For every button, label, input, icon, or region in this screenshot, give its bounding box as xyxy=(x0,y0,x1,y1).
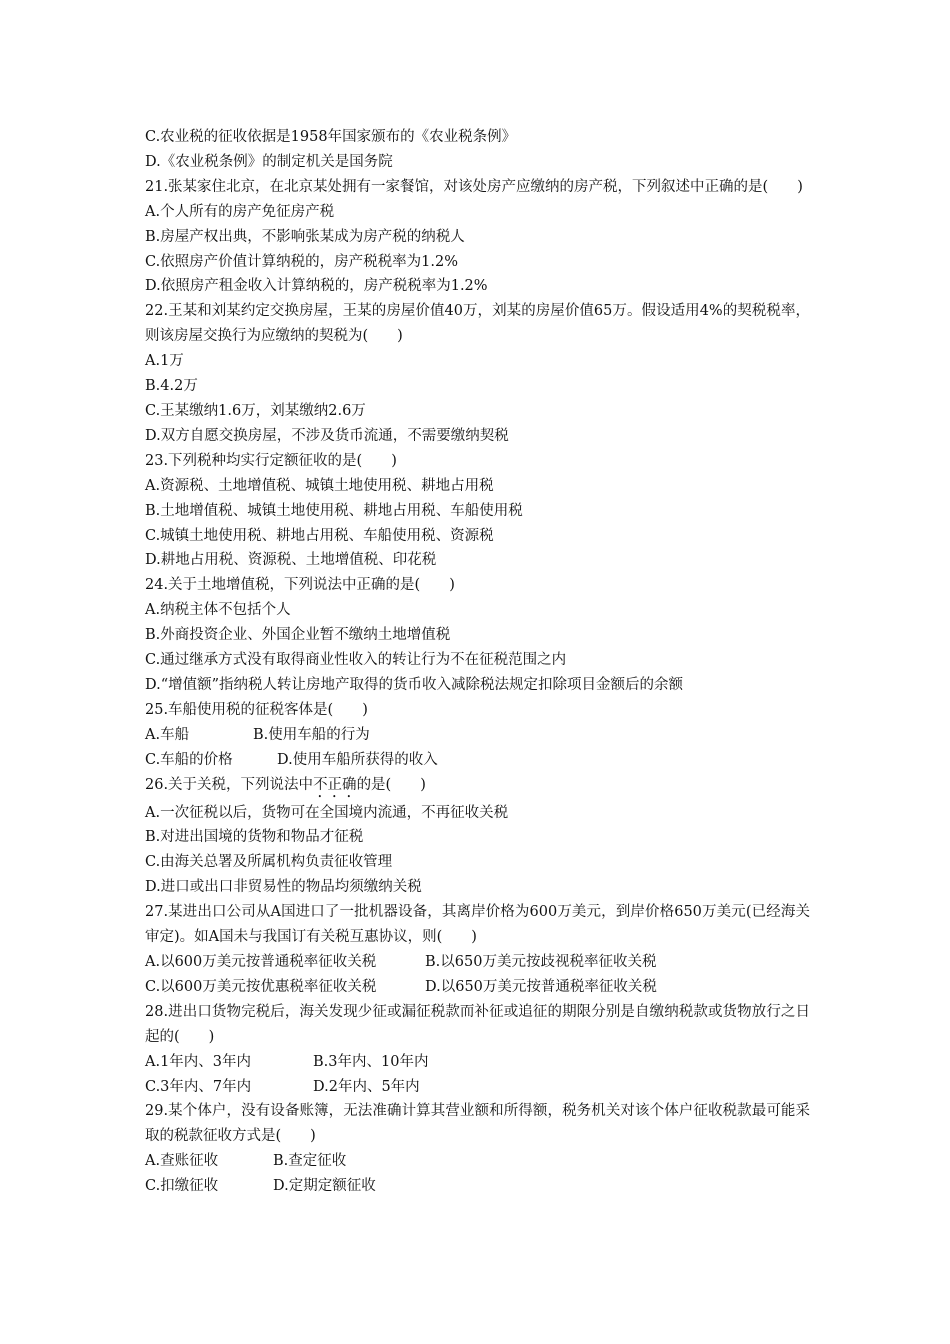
answer-option: D.《农业税条例》的制定机关是国务院 xyxy=(145,153,393,170)
answer-option-row xyxy=(145,1050,810,1075)
answer-option: C.以600万美元按优惠税率征收关税 xyxy=(145,978,377,995)
answer-option: C.城镇土地使用税、耕地占用税、车船使用税、资源税 xyxy=(145,527,494,544)
question-text xyxy=(145,773,810,801)
document-page xyxy=(145,125,810,1199)
answer-option: A.纳税主体不包括个人 xyxy=(145,602,291,619)
answer-option: D.以650万美元按普通税率征收关税 xyxy=(425,978,657,995)
answer-option: C.扣缴征收 xyxy=(145,1178,219,1195)
answer-option: D.耕地占用税、资源税、土地增值税、印花税 xyxy=(145,552,437,569)
answer-option: C.由海关总署及所属机构负责征收管理 xyxy=(145,854,393,871)
answer-option: B.使用车船的行为 xyxy=(253,726,370,743)
answer-option: D.“增值额”指纳税人转让房地产取得的货币收入减除税法规定扣除项目金额后的余额 xyxy=(145,676,684,693)
answer-option-row xyxy=(145,1149,810,1174)
answer-option-row xyxy=(145,1075,810,1100)
question-text: 21.张某家住北京，在北京某处拥有一家餐馆，对该处房产应缴纳的房产税，下列叙述中正确的是( ) xyxy=(145,178,803,195)
answer-option: A.1年内、3年内 xyxy=(145,1053,252,1070)
question-text-part: 的是( ) xyxy=(356,776,426,793)
answer-option: D.定期定额征收 xyxy=(273,1178,376,1195)
answer-option: A.1万 xyxy=(145,353,184,370)
answer-option: B.房屋产权出典，不影响张某成为房产税的纳税人 xyxy=(145,228,465,245)
answer-option: D.2年内、5年内 xyxy=(313,1078,420,1095)
question-text: 29.某个体户，没有设备账簿，无法准确计算其营业额和所得额，税务机关对该个体户征收税款最可能采取的税款征收方式是( ) xyxy=(145,1103,810,1145)
answer-option: A.个人所有的房产免征房产税 xyxy=(145,203,335,220)
answer-option: B.4.2万 xyxy=(145,378,198,395)
answer-option: B.查定征收 xyxy=(273,1153,347,1170)
answer-option-row xyxy=(145,1174,810,1199)
answer-option-row xyxy=(145,723,810,748)
answer-option: A.车船 xyxy=(145,726,190,743)
question-text: 25.车船使用税的征税客体是( ) xyxy=(145,701,368,718)
question-text-part: 26.关于关税，下列说法中 xyxy=(145,776,314,793)
answer-option: C.依照房产价值计算纳税的，房产税税率为1.2% xyxy=(145,253,459,270)
answer-option: B.土地增值税、城镇土地使用税、耕地占用税、车船使用税 xyxy=(145,502,523,519)
answer-option-row xyxy=(145,950,810,975)
answer-option: A.一次征税以后，货物可在全国境内流通，不再征收关税 xyxy=(145,804,509,821)
answer-option: D.双方自愿交换房屋，不涉及货币流通，不需要缴纳契税 xyxy=(145,427,509,444)
question-text: 24.关于土地增值税，下列说法中正确的是( ) xyxy=(145,577,455,594)
answer-option: D.依照房产租金收入计算纳税的，房产税税率为1.2% xyxy=(145,278,488,295)
answer-option-row xyxy=(145,748,810,773)
answer-option: B.以650万美元按歧视税率征收关税 xyxy=(425,954,657,970)
answer-option: B.对进出国境的货物和物品才征税 xyxy=(145,829,364,846)
answer-option: C.车船的价格 xyxy=(145,751,233,768)
answer-option: A.资源税、土地增值税、城镇土地使用税、耕地占用税 xyxy=(145,477,494,494)
answer-option: B.3年内、10年内 xyxy=(313,1053,429,1070)
answer-option: D.进口或出口非贸易性的物品均须缴纳关税 xyxy=(145,879,422,896)
answer-option: A.查账征收 xyxy=(145,1153,219,1170)
question-text: 28.进出口货物完税后，海关发现少征或漏征税款而补征或追征的期限分别是自缴纳税款或货物放行之日起的( ) xyxy=(145,1003,810,1045)
answer-option: C.王某缴纳1.6万，刘某缴纳2.6万 xyxy=(145,402,366,419)
answer-option: A.以600万美元按普通税率征收关税 xyxy=(145,954,377,970)
emphasis-text: 不正确 xyxy=(313,776,357,793)
answer-option: B.外商投资企业、外国企业暂不缴纳土地增值税 xyxy=(145,627,451,644)
question-text: 22.王某和刘某约定交换房屋，王某的房屋价值40万，刘某的房屋价值65万。假设适用4%的契税税率，则该房屋交换行为应缴纳的契税为( ) xyxy=(145,303,810,345)
answer-option: C.农业税的征收依据是1958年国家颁布的《农业税条例》 xyxy=(145,129,517,145)
answer-option: C.3年内、7年内 xyxy=(145,1078,252,1095)
answer-option-row xyxy=(145,975,810,1000)
question-text: 23.下列税种均实行定额征收的是( ) xyxy=(145,452,397,469)
question-text: 27.某进出口公司从A国进口了一批机器设备，其离岸价格为600万美元，到岸价格650万美元(已经海关审定)。如A国未与我国订有关税互惠协议，则( ) xyxy=(145,904,810,946)
answer-option: C.通过继承方式没有取得商业性收入的转让行为不在征税范围之内 xyxy=(145,652,567,669)
answer-option: D.使用车船所获得的收入 xyxy=(277,751,438,768)
